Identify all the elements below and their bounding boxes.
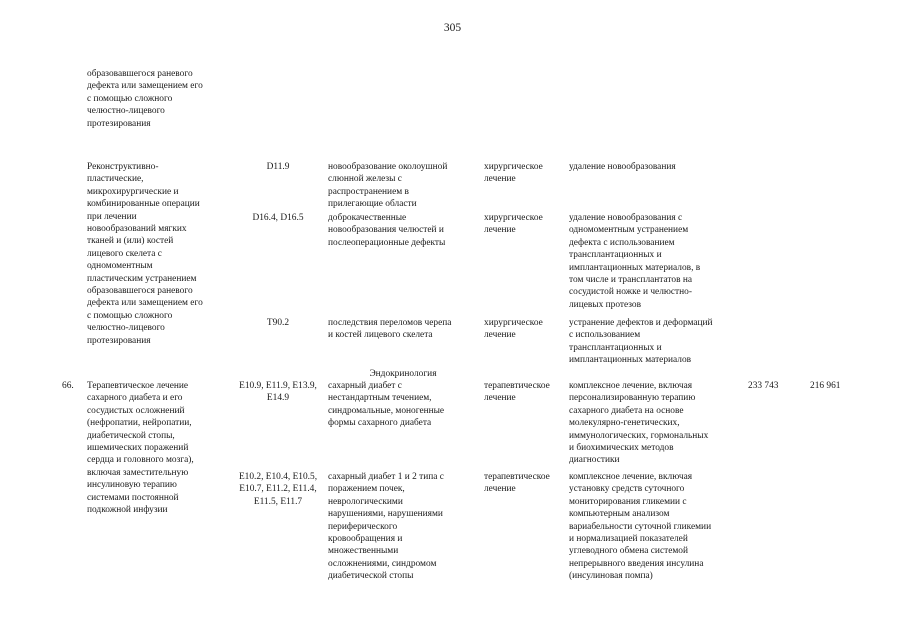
entry-number: 66. (62, 381, 74, 391)
treatment-type-t90: хирургическое лечение (484, 318, 543, 341)
patient-model-d11: новообразование околоушной слюнной железы с распространением в прилегающие области (328, 162, 448, 210)
treatment-method-d11: удаление новообразования (569, 162, 676, 172)
icd-codes-d11: D11.9 (266, 162, 290, 172)
treatment-type-d11: хирургическое лечение (484, 162, 543, 185)
treatment-method-d16: удаление новообразования с одномоментным устранением дефекта с использованием трансплантационных и имплантационных материалов, в том числе и трансплантатов на сосудистой ножке и челюстно- лицевых протезов (569, 213, 701, 310)
cost-value-2: 216 961 (810, 381, 841, 391)
icd-codes-e10-9: E10.9, E11.9, E13.9, E14.9 (239, 381, 317, 404)
patient-model-d16: доброкачественные новообразования челюстей и послеоперационные дефекты (328, 213, 446, 248)
treatment-method-t90: устранение дефектов и деформаций с использованием трансплантационных и имплантационных материалов (569, 318, 713, 366)
section-heading: Эндокринология (369, 369, 437, 379)
patient-model-t90: последствия переломов черепа и костей лицевого скелета (328, 318, 452, 341)
patient-model-e10-9: сахарный диабет с нестандартным течением, синдромальные, моногенные формы сахарного диабета (328, 381, 445, 429)
treatment-type-e10-9: терапевтическое лечение (484, 381, 550, 404)
treatment-type-d16: хирургическое лечение (484, 213, 543, 236)
cost-value-1: 233 743 (748, 381, 779, 391)
icd-codes-t90: T90.2 (266, 318, 290, 328)
method-reconstructive: Реконструктивно- пластические, микрохирургические и комбинированные операции при лечении новообразований мягких тканей и (или) костей лицевого скелета с одномоментным пластическим устранением образовавшегося раневого дефекта или замещением его с помощью сложного челюстно-лицевого протезирования (87, 162, 203, 346)
method-diabetes-therapy: Терапевтическое лечение сахарного диабета и его сосудистых осложнений (нефропатии, нейропатии, диабетической стопы, ишемических поражений сердца и головного мозга), включая заместительную инсулиновую терапию системами постоянной подкожной инфузии (87, 381, 194, 516)
icd-codes-d16: D16.4, D16.5 (252, 213, 304, 223)
continued-method-text: образовавшегося раневого дефекта или замещением его с помощью сложного челюстно-лицевого протезирования (87, 69, 203, 129)
icd-codes-e10-2: E10.2, E10.4, E10.5, E10.7, E11.2, E11.4, E11.5, E11.7 (238, 472, 318, 507)
treatment-type-e10-2: терапевтическое лечение (484, 472, 550, 495)
treatment-method-e10-9: комплексное лечение, включая персонализированную терапию сахарного диабета на основе молекулярно-генетических, иммунологических, гормональных и биохимических методов диагностики (569, 381, 709, 466)
page-number: 305 (443, 22, 462, 34)
treatment-method-e10-2: комплексное лечение, включая установку средств суточного мониторирования гликемии с компьютерным анализом вариабельности суточной гликемии и нормализацией показателей углеводного обмена системой непрерывного введения инсулина (инсулиновая помпа) (569, 472, 712, 582)
patient-model-e10-2: сахарный диабет 1 и 2 типа с поражением почек, неврологическими нарушениями, нарушениями периферического кровообращения и множественными осложнениями, синдромом диабетической стопы (328, 472, 444, 582)
